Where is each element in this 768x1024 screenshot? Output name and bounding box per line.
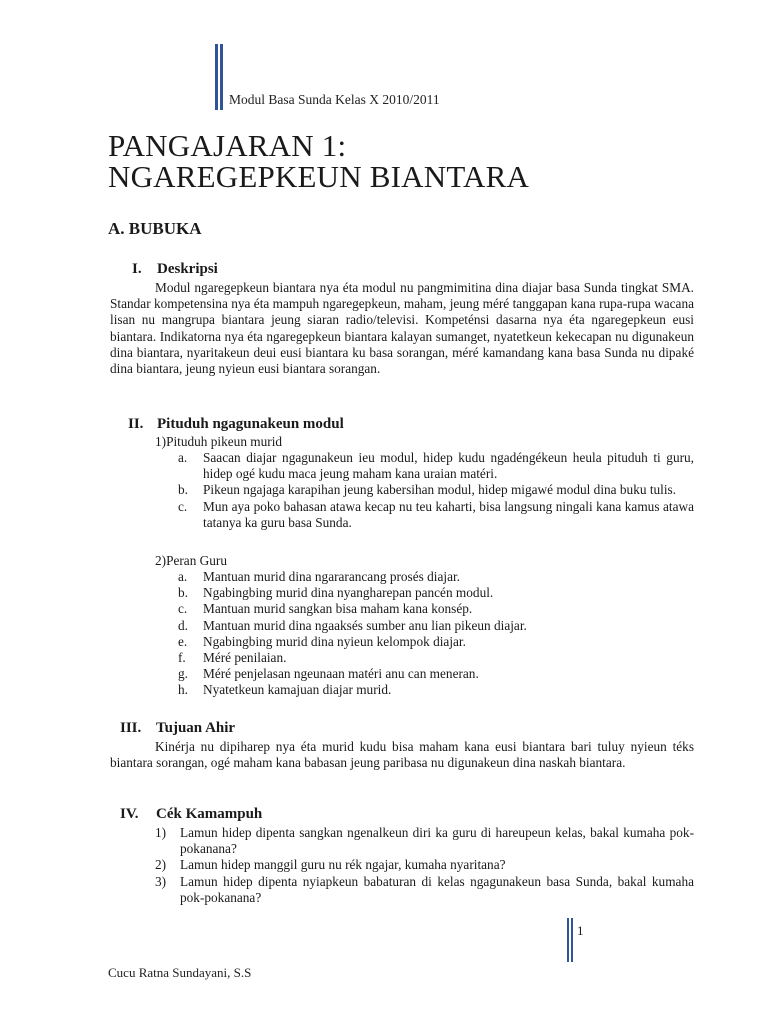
section-heading-a: A. BUBUKA	[108, 219, 202, 238]
list-text: Ngabingbing murid dina nyangharepan pancén modul.	[203, 585, 494, 601]
page-number-bar-right	[571, 918, 573, 962]
ability-check-list	[155, 825, 694, 906]
list-text: Mun aya poko bahasan atawa kecap nu teu kaharti, bisa langsung ningali kana kamus atawa tatanya ka guru basa Sunda.	[203, 498, 694, 530]
list-marker: e.	[178, 633, 188, 649]
section-title: Tujuan Ahir	[156, 720, 236, 736]
list-item	[155, 874, 694, 906]
list-text: Ngabingbing murid dina nyieun kelompok diajar.	[203, 633, 466, 649]
list-text: Lamun hidep dipenta sangkan ngenalkeun diri ka guru di hareupeun kelas, bakal kumaha pok-pokanana?	[180, 825, 694, 857]
list-marker: h.	[178, 682, 188, 698]
section-heading-3	[120, 720, 235, 737]
page-title	[108, 130, 529, 192]
title-line-1: PANGAJARAN 1:	[108, 128, 347, 163]
list-item	[178, 618, 694, 634]
list-item	[178, 650, 694, 666]
section-title: Deskripsi	[157, 261, 218, 277]
section-heading-1	[132, 261, 218, 278]
list-item	[178, 585, 694, 601]
footer-author: Cucu Ratna Sundayani, S.S	[108, 965, 252, 980]
list-marker: 3)	[155, 873, 167, 889]
title-line-2: NGAREGEPKEUN BIANTARA	[108, 159, 530, 194]
list-marker: 2)	[155, 857, 167, 873]
page-number-bar-left	[567, 918, 569, 962]
list-marker: g.	[178, 666, 188, 682]
list-item	[178, 634, 694, 650]
list-item	[178, 499, 694, 531]
list-marker: a.	[178, 569, 188, 584]
list-text: Mantuan murid dina ngaaksés sumber anu lian pikeun diajar.	[203, 617, 527, 633]
list-text: Méré penilaian.	[203, 650, 287, 666]
section-number: IV.	[120, 806, 139, 822]
list-item	[155, 857, 694, 873]
list-marker: c.	[178, 498, 188, 514]
page-number: 1	[577, 923, 584, 938]
section-title: Cék Kamampuh	[156, 806, 263, 822]
list-marker: a.	[178, 450, 188, 465]
description-paragraph: Modul ngaregepkeun biantara nya éta modul nu pangmimitina dina diajar basa Sunda tingkat SMA. Standar kompetensina nya éta mampuh ngaregepkeun, maham, jeung méré tanggapan kana rupa-rupa wacana lisan nu mangrupa biantara jeung siaran radio/televisi. Kompeténsi dasarna nya éta ngaregepkeun eusi biantara. Indikatorna nya éta ngaregepkeun biantara kalayan sumanget, nyatetkeun kekecapan nu digunakeun dina biantara, nyaritakeun deui eusi biantara ku basa sorangan, méré kamandang kana basa Sunda nu dipaké dina biantara, jeung nyieun eusi biantara sorangan.	[110, 280, 694, 377]
list-text: Saacan diajar ngagunakeun ieu modul, hidep kudu ngadéngékeun heula pituduh ti guru, hidep ogé kudu maca jeung maham kana uraian matéri.	[203, 450, 694, 482]
list-marker: 1)	[155, 825, 167, 840]
list-text: Mantuan murid sangkan bisa maham kana konsép.	[203, 601, 473, 617]
goal-paragraph: Kinérja nu dipiharep nya éta murid kudu bisa maham kana eusi biantara bari tuluy nyieun téks biantara sorangan, ogé maham kana babasan jeung paribasa nu digunakeun dina naskah biantara.	[110, 739, 694, 771]
list-marker: b.	[178, 585, 188, 601]
list-item	[178, 482, 694, 498]
section-number: III.	[120, 720, 142, 736]
list-item	[155, 825, 694, 857]
list-text: Méré penjelasan ngeunaan matéri anu can meneran.	[203, 666, 479, 682]
section-heading-2	[128, 416, 344, 433]
header-text: Modul Basa Sunda Kelas X 2010/2011	[229, 92, 440, 107]
list-item	[178, 682, 694, 698]
subheading-teacher: 2)Peran Guru	[155, 553, 228, 568]
section-title: Pituduh ngagunakeun modul	[157, 416, 344, 432]
list-text: Lamun hidep dipenta nyiapkeun babaturan di kelas ngagunakeun basa Sunda, bakal kumaha pok-pokanana?	[180, 873, 694, 905]
section-heading-4	[120, 806, 262, 823]
list-text: Mantuan murid dina ngararancang prosés diajar.	[203, 569, 460, 584]
list-item	[178, 569, 694, 585]
list-marker: c.	[178, 601, 188, 617]
student-guidance-list	[178, 450, 694, 531]
list-text: Nyatetkeun kamajuan diajar murid.	[203, 682, 392, 698]
section-number: II.	[128, 416, 144, 432]
list-marker: d.	[178, 617, 188, 633]
list-item	[178, 601, 694, 617]
header-bar-left	[215, 44, 218, 110]
section-number: I.	[132, 261, 142, 277]
header-bar-right	[220, 44, 223, 110]
list-text: Pikeun ngajaga karapihan jeung kabersihan modul, hidep migawé modul dina buku tulis.	[203, 482, 677, 498]
list-item	[178, 450, 694, 482]
list-item	[178, 666, 694, 682]
subheading-student: 1)Pituduh pikeun murid	[155, 434, 283, 449]
list-marker: b.	[178, 482, 188, 498]
teacher-role-list	[178, 569, 694, 699]
list-marker: f.	[178, 650, 186, 666]
list-text: Lamun hidep manggil guru nu rék ngajar, kumaha nyaritana?	[180, 857, 506, 873]
